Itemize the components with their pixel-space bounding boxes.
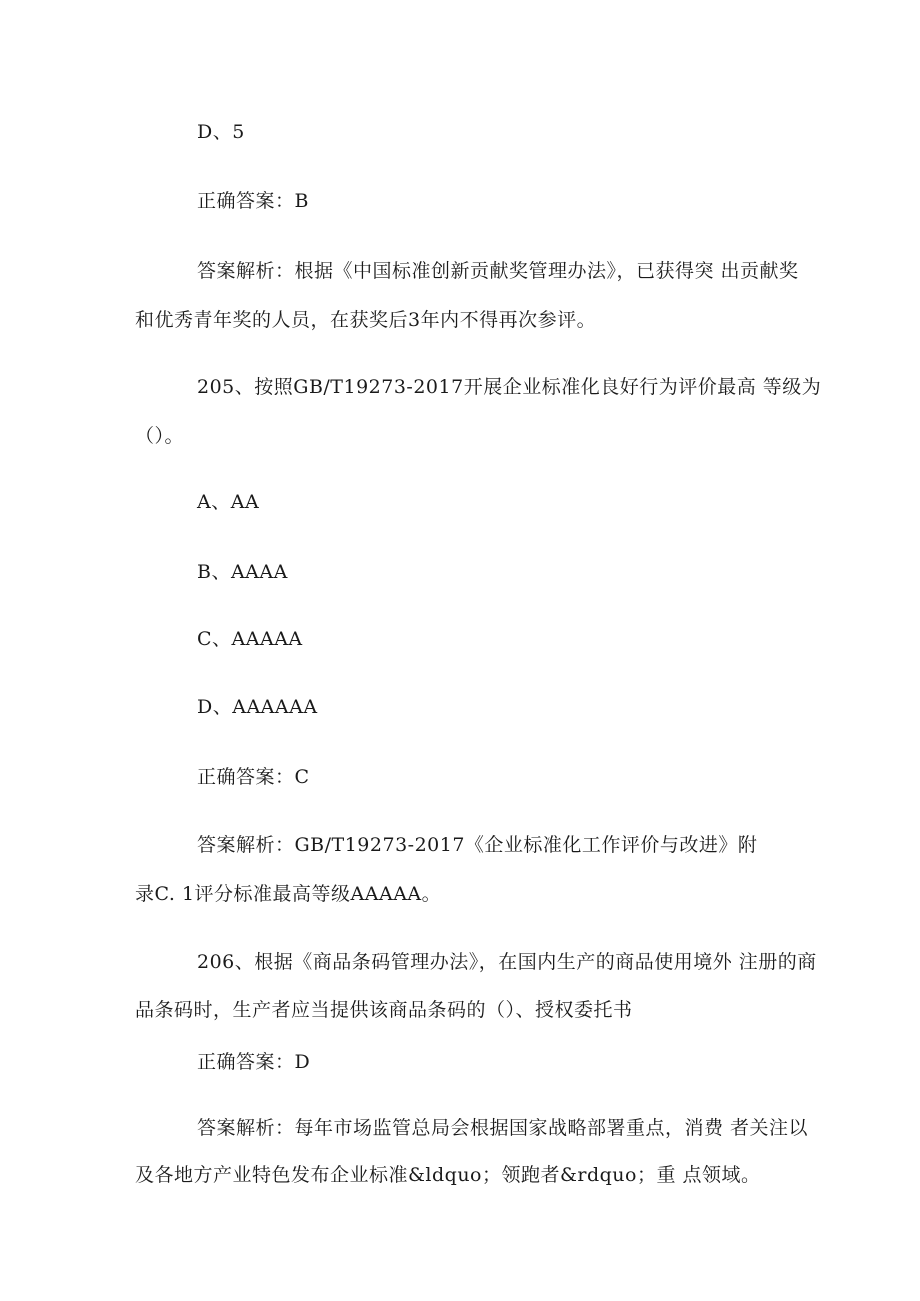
prev-correct-answer: 正确答案：B xyxy=(197,190,309,212)
q206-stem-line1: 206、根据《商品条码管理办法》，在国内生产的商品使用境外 注册的商 xyxy=(197,951,817,973)
prev-analysis-line1: 答案解析：根据《中国标准创新贡献奖管理办法》，已获得突 出贡献奖 xyxy=(197,260,799,282)
q205-option-a: A、AA xyxy=(197,491,260,513)
q205-analysis-line2: 录C. 1评分标准最高等级AAAAA。 xyxy=(135,883,442,905)
q206-stem-line2: 品条码时，生产者应当提供该商品条码的（）、授权委托书 xyxy=(135,999,633,1021)
q205-stem-line2: （）。 xyxy=(135,425,185,447)
q205-correct-answer: 正确答案：C xyxy=(197,766,310,788)
q206-correct-answer: 正确答案：D xyxy=(197,1051,311,1073)
q205-option-c: C、AAAAA xyxy=(197,628,303,650)
q206-analysis-line1: 答案解析：每年市场监管总局会根据国家战略部署重点，消费 者关注以 xyxy=(197,1117,809,1139)
q205-stem-line1: 205、按照GB/T19273-2017开展企业标准化良好行为评价最高 等级为 xyxy=(197,376,822,398)
prev-analysis-line2: 和优秀青年奖的人员，在获奖后3年内不得再次参评。 xyxy=(135,309,597,331)
q205-option-b: B、AAAA xyxy=(197,561,288,583)
q206-analysis-line2: 及各地方产业特色发布企业标准&ldquo；领跑者&rdquo；重 点领域。 xyxy=(135,1164,761,1186)
q205-option-d: D、AAAAAA xyxy=(197,696,318,718)
prev-option-d: D、5 xyxy=(197,121,245,143)
q205-analysis-line1: 答案解析：GB/T19273-2017《企业标准化工作评价与改进》附 xyxy=(197,834,758,856)
